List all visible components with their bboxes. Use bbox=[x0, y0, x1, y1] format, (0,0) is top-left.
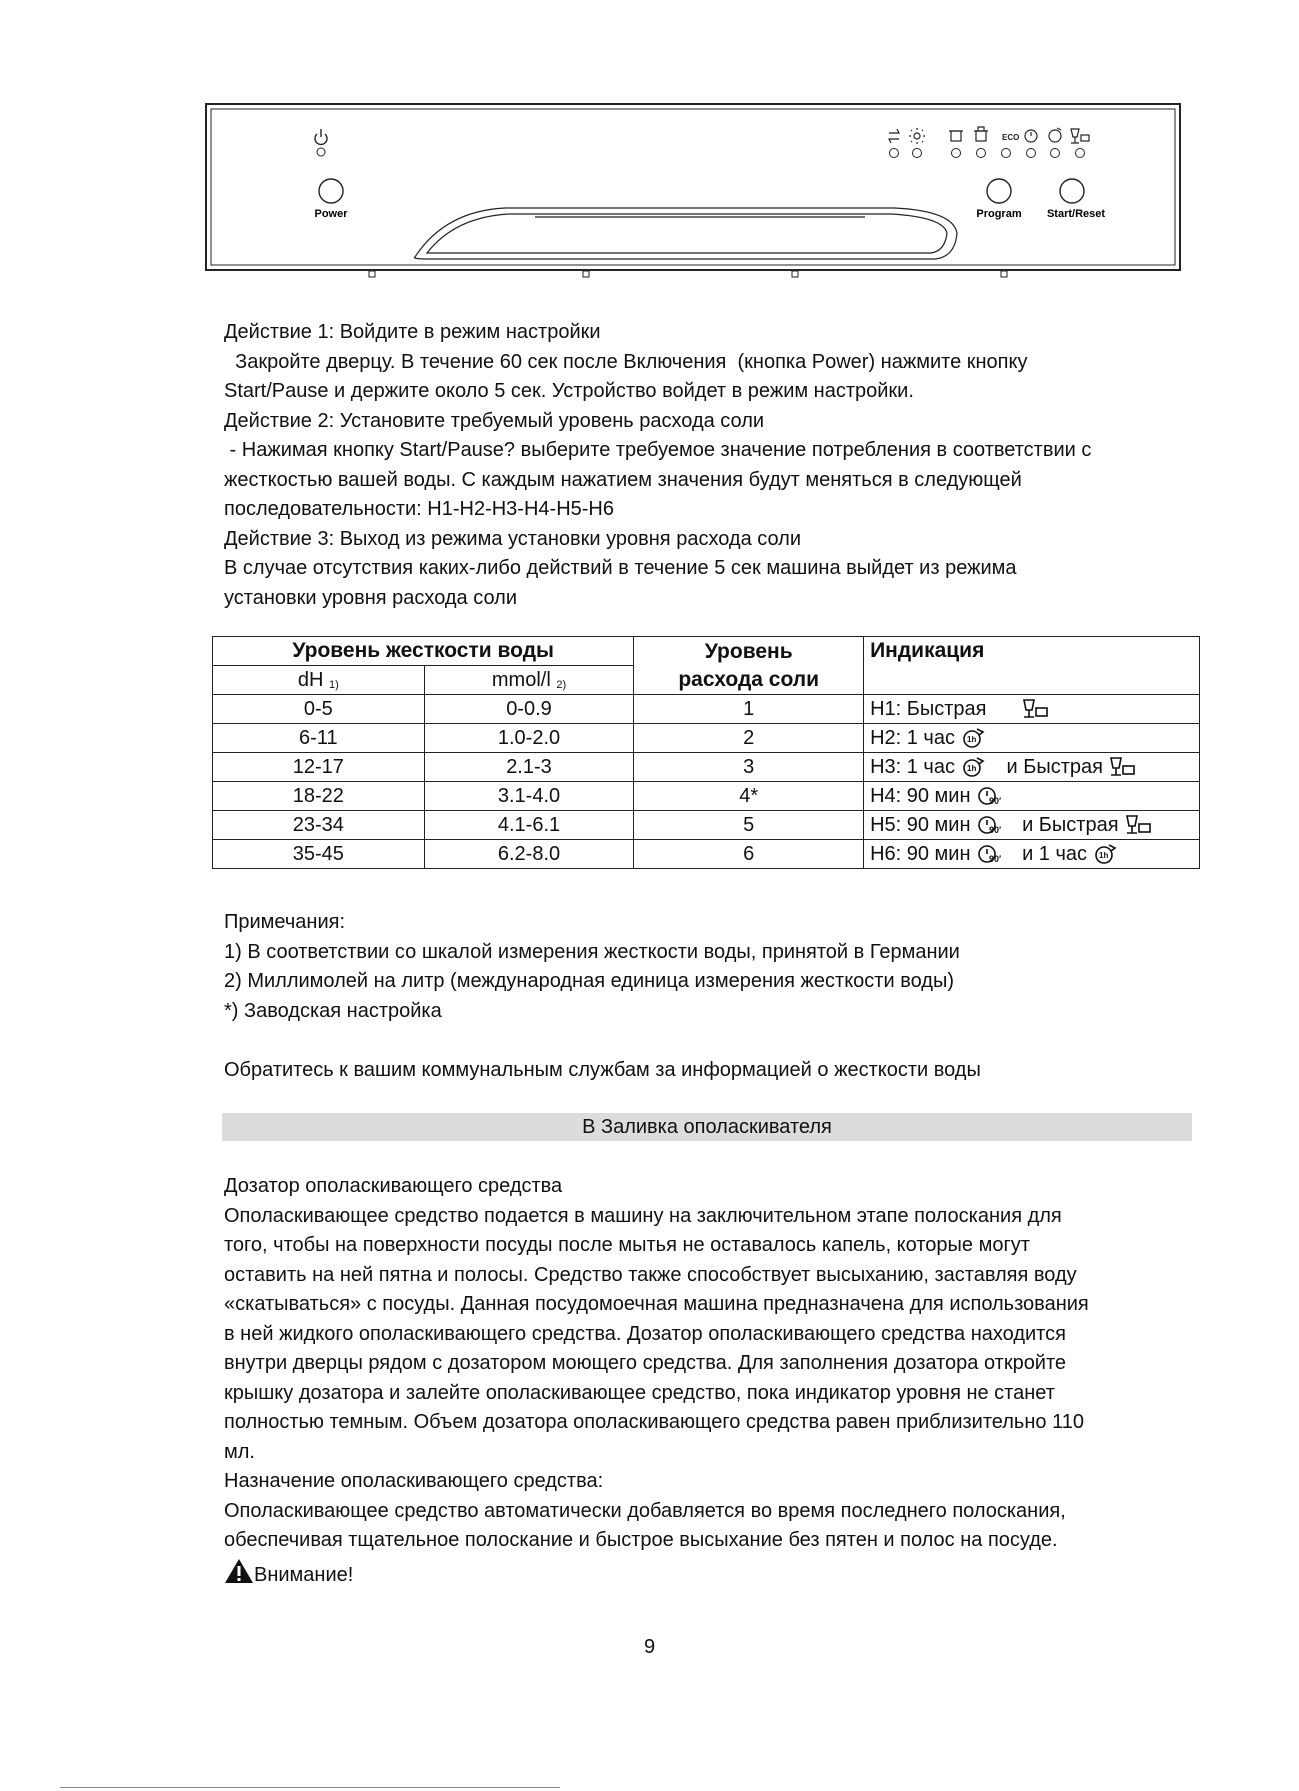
cell-mmol: 1.0-2.0 bbox=[424, 724, 634, 753]
footnote-mark: 1) bbox=[329, 678, 339, 691]
table-row bbox=[213, 782, 1200, 811]
rinse-line: Ополаскивающее средство автоматически добавляется во время последнего полоскания, bbox=[224, 1499, 1066, 1522]
rinse-line: мл. bbox=[224, 1440, 255, 1463]
cell-dh: 23-34 bbox=[213, 811, 425, 840]
svg-text:90′: 90′ bbox=[988, 796, 1001, 807]
header-hardness: Уровень жесткости воды bbox=[213, 637, 634, 666]
table-row bbox=[213, 811, 1200, 840]
step-line: Действие 3: Выход из режима установки уровня расхода соли bbox=[224, 527, 802, 550]
rinse-line: полностью темным. Объем дозатора ополаскивающего средства равен приблизительно 110 bbox=[224, 1411, 1084, 1433]
power-label: Power bbox=[314, 208, 348, 220]
rinse-aid-icon bbox=[909, 128, 925, 144]
start-reset-label: Start/Reset bbox=[1046, 208, 1106, 220]
cell-mmol: 2.1-3 bbox=[424, 753, 634, 782]
water-hardness-table bbox=[212, 636, 1200, 869]
program-button[interactable] bbox=[987, 179, 1011, 203]
indication-text: H1: Быстрая bbox=[870, 697, 987, 720]
indication-text: H3: 1 час bbox=[870, 755, 955, 778]
step-line: Закройте дверцу. В течение 60 сек после Включения (кнопка Power) нажмите кнопку bbox=[224, 350, 1028, 373]
indication-text-extra: и Быстрая bbox=[1006, 755, 1103, 778]
note-line: 1) В соответствии со шкалой измерения жесткости воды, принятой в Германии bbox=[224, 940, 960, 963]
svg-text:90′: 90′ bbox=[988, 825, 1001, 836]
ninety-min-icon bbox=[977, 785, 1009, 807]
svg-text:1h: 1h bbox=[1099, 851, 1109, 861]
ninety-min-icon bbox=[977, 814, 1009, 836]
note-line: *) Заводская настройка bbox=[224, 999, 442, 1022]
step-line: установки уровня расхода соли bbox=[224, 586, 517, 609]
cell-mmol: 6.2-8.0 bbox=[424, 840, 634, 869]
cell-mmol: 0-0.9 bbox=[424, 695, 634, 724]
footer-divider bbox=[60, 1787, 560, 1788]
rinse-line: внутри дверцы рядом с дозатором моющего средства. Для заполнения дозатора откройте bbox=[224, 1352, 1067, 1374]
warning-text: Внимание! bbox=[254, 1563, 354, 1586]
warning-line bbox=[224, 1558, 1194, 1591]
header-salt-line2: расхода соли bbox=[678, 667, 820, 691]
salt-icon bbox=[889, 129, 899, 143]
svg-text:90′: 90′ bbox=[988, 854, 1001, 865]
setup-steps bbox=[224, 318, 1194, 613]
program-normal-icon bbox=[974, 127, 988, 141]
power-indicator bbox=[317, 148, 325, 156]
step-line: Start/Pause и держите около 5 сек. Устройство войдет в режим настройки. bbox=[224, 380, 914, 402]
rinse-line: Ополаскивающее средство подается в машину на заключительном этапе полоскания для bbox=[224, 1204, 1062, 1227]
footnote-mark: 2) bbox=[556, 678, 567, 691]
rinse-line: Дозатор ополаскивающего средства bbox=[224, 1175, 563, 1197]
program-intensive-icon bbox=[949, 131, 963, 141]
rinse-line: «скатываться» с посуды. Данная посудомоечная машина предназначена для использования bbox=[224, 1293, 1089, 1315]
cell-dh: 12-17 bbox=[213, 753, 425, 782]
indication-text: H5: 90 мин bbox=[870, 813, 971, 836]
contact-note: Обратитесь к вашим коммунальным службам за информацией о жесткости воды bbox=[224, 1059, 981, 1081]
cell-indication bbox=[864, 724, 1200, 753]
cell-level: 5 bbox=[634, 811, 864, 840]
cell-level: 3 bbox=[634, 753, 864, 782]
one-hour-icon bbox=[1093, 843, 1119, 865]
notes-title: Примечания: bbox=[224, 911, 346, 933]
page-number: 9 bbox=[643, 1636, 656, 1658]
table-row bbox=[213, 695, 1200, 724]
table-row bbox=[213, 840, 1200, 869]
rapid-icon bbox=[1125, 814, 1153, 836]
warning-icon bbox=[224, 1558, 254, 1584]
rinse-line: обеспечивая тщательное полоскание и быстрое высыхание без пятен и полос на посуде. bbox=[224, 1529, 1058, 1551]
rinse-line: того, чтобы на поверхности посуды после мытья не оставалось капель, которые могут bbox=[224, 1234, 1030, 1256]
cell-level: 1 bbox=[634, 695, 864, 724]
section-heading: В Заливка ополаскивателя bbox=[222, 1113, 1192, 1141]
cell-mmol: 3.1-4.0 bbox=[424, 782, 634, 811]
program-90min-icon bbox=[1025, 130, 1037, 142]
table-row bbox=[213, 753, 1200, 782]
program-1hour-icon bbox=[1049, 128, 1061, 142]
door-handle bbox=[414, 208, 957, 259]
step-line: Действие 2: Установите требуемый уровень расхода соли bbox=[224, 409, 765, 432]
note-line: 2) Миллимолей на литр (международная единица измерения жесткости воды) bbox=[224, 970, 954, 992]
rapid-icon bbox=[1022, 698, 1050, 720]
header-indication: Индикация bbox=[864, 637, 1200, 695]
rinse-line: крышку дозатора и залейте ополаскивающее средство, пока индикатор уровня не станет bbox=[224, 1381, 1055, 1404]
rinse-line: Назначение ополаскивающего средства: bbox=[224, 1470, 604, 1492]
cell-indication bbox=[864, 695, 1200, 724]
cell-indication bbox=[864, 782, 1200, 811]
ninety-min-icon bbox=[977, 843, 1009, 865]
rinse-line: оставить на ней пятна и полосы. Средство также способствует высыханию, заставляя воду bbox=[224, 1263, 1077, 1286]
subheader-mmol bbox=[424, 666, 634, 695]
step-line: В случае отсутствия каких-либо действий в течение 5 сек машина выйдет из режима bbox=[224, 557, 1017, 579]
start-reset-button[interactable] bbox=[1060, 179, 1084, 203]
cell-level: 6 bbox=[634, 840, 864, 869]
cell-level: 4* bbox=[634, 782, 864, 811]
eco-icon: ECO bbox=[1002, 133, 1020, 142]
header-salt-level bbox=[634, 637, 864, 695]
cell-indication bbox=[864, 840, 1200, 869]
rapid-icon bbox=[1109, 756, 1137, 778]
one-hour-icon bbox=[961, 727, 987, 749]
step-line: жесткостью вашей воды. С каждым нажатием значения будут меняться в следующей bbox=[224, 468, 1022, 491]
cell-dh: 35-45 bbox=[213, 840, 425, 869]
step-line: Действие 1: Войдите в режим настройки bbox=[224, 321, 601, 343]
indication-text: H4: 90 мин bbox=[870, 784, 971, 807]
program-rapid-icon bbox=[1071, 129, 1089, 143]
one-hour-icon bbox=[961, 756, 987, 778]
subheader-mmol-text: mmol/l bbox=[491, 668, 551, 691]
subheader-dh-text: dH bbox=[297, 668, 324, 691]
cell-dh: 0-5 bbox=[213, 695, 425, 724]
table-row bbox=[213, 724, 1200, 753]
indication-text-extra: и 1 час bbox=[1022, 842, 1088, 865]
power-icon bbox=[315, 129, 327, 144]
cell-dh: 6-11 bbox=[213, 724, 425, 753]
notes bbox=[224, 908, 1194, 1026]
cell-dh: 18-22 bbox=[213, 782, 425, 811]
step-line: последовательности: H1-H2-H3-H4-H5-H6 bbox=[224, 498, 614, 520]
table-header-row bbox=[213, 637, 1200, 666]
program-label: Program bbox=[976, 208, 1022, 220]
indication-text-extra: и Быстрая bbox=[1022, 813, 1119, 836]
dishwasher-control-panel bbox=[205, 103, 1183, 279]
indication-text: H6: 90 мин bbox=[870, 842, 971, 865]
svg-text:1h: 1h bbox=[966, 764, 977, 774]
power-button[interactable] bbox=[319, 179, 343, 203]
cell-mmol: 4.1-6.1 bbox=[424, 811, 634, 840]
rinse-line: в ней жидкого ополаскивающего средства. Дозатор ополаскивающего средства находится bbox=[224, 1322, 1066, 1345]
svg-text:1h: 1h bbox=[966, 735, 977, 745]
cell-indication bbox=[864, 753, 1200, 782]
cell-indication bbox=[864, 811, 1200, 840]
header-salt-line1: Уровень bbox=[704, 639, 793, 663]
indication-text: H2: 1 час bbox=[870, 726, 955, 749]
cell-level: 2 bbox=[634, 724, 864, 753]
rinse-aid-section bbox=[224, 1172, 1194, 1590]
step-line: - Нажимая кнопку Start/Pause? выберите требуемое значение потребления в соответствии с bbox=[224, 439, 1092, 461]
subheader-dh bbox=[213, 666, 425, 695]
